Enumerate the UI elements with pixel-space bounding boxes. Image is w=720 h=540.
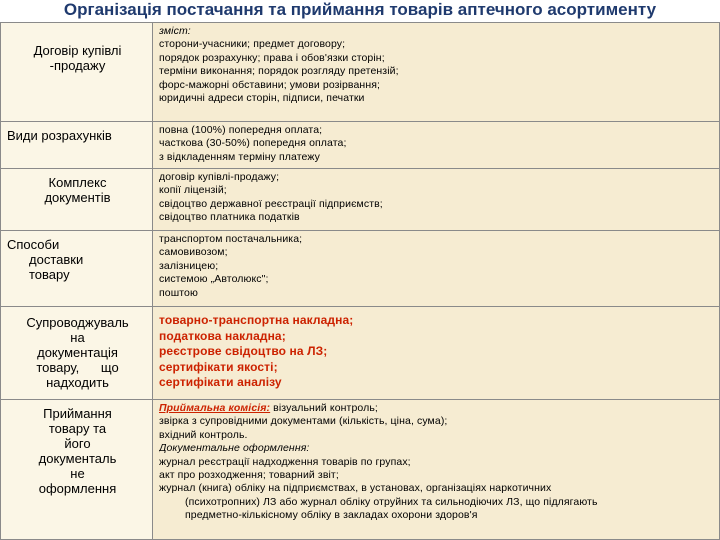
content-line: форс-мажорні обставини; умови розірвання; (159, 78, 381, 91)
table-row (1, 307, 720, 400)
label-line: документаль (38, 451, 117, 466)
content-line: залізницею; (159, 259, 219, 272)
content-line: зміст: (159, 25, 191, 37)
row-content (153, 169, 720, 231)
content-line: сторони-учасники; предмет договору; (159, 38, 346, 51)
row-content (153, 23, 720, 122)
supply-table (0, 22, 720, 540)
content-line: терміни виконання; порядок розгляду претензій; (159, 65, 399, 78)
table-row (1, 23, 720, 122)
label-line: Види розрахунків (7, 128, 112, 143)
label-line: не (70, 466, 85, 481)
row-label (1, 307, 153, 400)
label-line: товару, що (36, 360, 119, 375)
table-row (1, 122, 720, 169)
label-line: Супроводжуваль (26, 315, 129, 330)
row-label (1, 122, 153, 169)
content-line: реєстрове свідоцтво на ЛЗ; (159, 344, 328, 358)
content-line: сертифікати якості; (159, 359, 278, 374)
label-line: Договір купівлі (33, 43, 122, 58)
content-line: податкова накладна; (159, 328, 286, 343)
content-line: самовивозом; (159, 246, 228, 259)
commission-rest: візуальний контроль; (270, 402, 378, 414)
label-line: товару (29, 267, 70, 282)
content-line: юридичні адреси сторін, підписи, печатки (159, 92, 365, 105)
content-line: журнал (книга) обліку на підприємствах, в установах, організаціях наркотичних (159, 482, 552, 495)
content-line: Документальне оформлення: (159, 442, 310, 455)
row-label (1, 23, 153, 122)
row-content (153, 231, 720, 307)
content-line: системою „Автолюкс"; (159, 273, 269, 286)
content-line: вхідний контроль. (159, 428, 248, 441)
content-line: предметно-кількісному обліку в закладах охорони здоров'я (185, 509, 478, 522)
label-line: товару та (48, 421, 107, 436)
content-line: свідоцтво державної реєстрації підприємств; (159, 197, 383, 210)
row-content (153, 400, 720, 540)
commission-label: Приймальна комісія: (159, 402, 271, 414)
content-line: з відкладенням терміну платежу (159, 150, 320, 163)
label-line: документів (44, 190, 111, 205)
row-content (153, 122, 720, 169)
content-line: сертифікати аналізу (159, 375, 282, 389)
row-label (1, 231, 153, 307)
label-line: Способи (7, 237, 60, 252)
label-line: на (70, 330, 85, 345)
content-line: звірка з супровідними документами (кількість, ціна, сума); (159, 415, 448, 428)
label-line: доставки (29, 252, 84, 267)
content-line: часткова (30-50%) попередня оплата; (159, 137, 347, 150)
content-line: копії ліцензій; (159, 184, 227, 197)
content-line: свідоцтво платника податків (159, 211, 300, 224)
label-line: Приймання (43, 406, 112, 421)
label-line: його (64, 436, 91, 451)
content-line (159, 402, 715, 415)
content-line: порядок розрахунку; права і обов'язки сторін; (159, 51, 385, 64)
label-line: Комплекс (48, 175, 107, 190)
content-line: акт про розходження; товарний звіт; (159, 469, 339, 482)
label-line: -продажу (49, 58, 106, 73)
label-line: оформлення (38, 481, 117, 496)
table-row (1, 400, 720, 540)
table-row (1, 231, 720, 307)
label-line: документація (37, 345, 118, 360)
label-line: надходить (46, 375, 109, 390)
content-line: договір купівлі-продажу; (159, 171, 280, 183)
content-line: повна (100%) попередня оплата; (159, 124, 323, 136)
row-content (153, 307, 720, 400)
content-line: товарно-транспортна накладна; (159, 313, 354, 327)
content-line: поштою (159, 286, 198, 299)
content-line: журнал реєстрації надходження товарів по групах; (159, 455, 411, 468)
content-line: (психотропних) ЛЗ або журнал обліку отруйних та сильнодіючих ЛЗ, що підлягають (185, 495, 598, 508)
row-label (1, 169, 153, 231)
row-label (1, 400, 153, 540)
table-row (1, 169, 720, 231)
content-line: транспортом постачальника; (159, 233, 303, 245)
page-title: Організація постачання та приймання товарів аптечного асортименту (63, 0, 657, 19)
